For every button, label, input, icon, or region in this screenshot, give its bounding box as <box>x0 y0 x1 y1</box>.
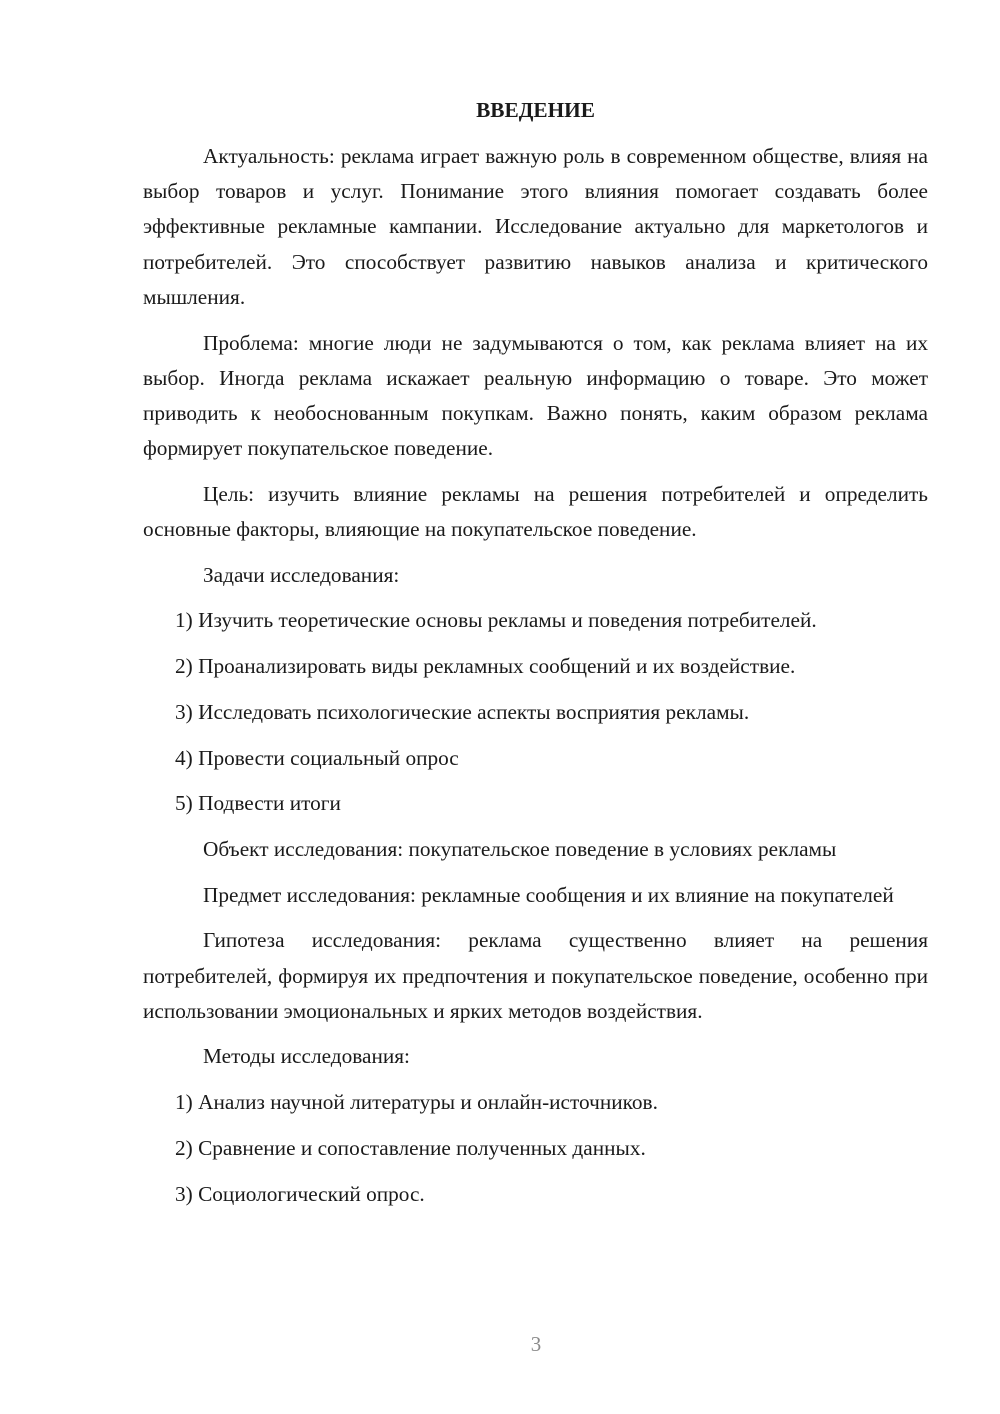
object-paragraph: Объект исследования: покупательское поведение в условиях рекламы <box>203 836 837 861</box>
methods-list <box>143 1085 928 1212</box>
list-item: 2) Проанализировать виды рекламных сообщений и их воздействие. <box>175 654 796 679</box>
list-item: 3) Исследовать психологические аспекты восприятия рекламы. <box>175 699 750 724</box>
document-page <box>143 92 928 1222</box>
hypothesis-paragraph: Гипотеза исследования: реклама существенно влияет на решения потребителей, формируя их предпочтения и покупательское поведение, особенно при использовании эмоциональных и ярких методов воздействия. <box>143 928 928 1023</box>
methods-heading: Методы исследования: <box>203 1044 410 1069</box>
list-item: 1) Анализ научной литературы и онлайн-источников. <box>175 1090 658 1115</box>
list-item: 4) Провести социальный опрос <box>175 745 459 770</box>
list-item: 1) Изучить теоретические основы рекламы и поведения потребителей. <box>175 608 817 633</box>
problem-paragraph: Проблема: многие люди не задумываются о том, как реклама влияет на их выбор. Иногда реклама искажает реальную информацию о товаре. Это может приводить к необоснованным покупкам. Важно понять, каким образом реклама формирует покупательское поведение. <box>143 330 928 461</box>
list-item: 5) Подвести итоги <box>175 791 341 816</box>
tasks-heading: Задачи исследования: <box>203 562 400 587</box>
page-number: 3 <box>530 1332 542 1356</box>
tasks-list <box>143 603 928 821</box>
goal-paragraph: Цель: изучить влияние рекламы на решения потребителей и определить основные факторы, влияющие на покупательское поведение. <box>143 481 928 542</box>
list-item: 3) Социологический опрос. <box>175 1181 425 1206</box>
section-title: ВВЕДЕНИЕ <box>476 98 595 122</box>
list-item: 2) Сравнение и сопоставление полученных данных. <box>175 1135 646 1160</box>
subject-paragraph: Предмет исследования: рекламные сообщения и их влияние на покупателей <box>203 882 894 907</box>
relevance-paragraph: Актуальность: реклама играет важную роль в современном обществе, влияя на выбор товаров и услуг. Понимание этого влияния помогает создавать более эффективные рекламные кампании. Исследование актуально для маркетологов и потребителей. Это способствует развитию навыков анализа и критического мышления. <box>143 144 928 309</box>
